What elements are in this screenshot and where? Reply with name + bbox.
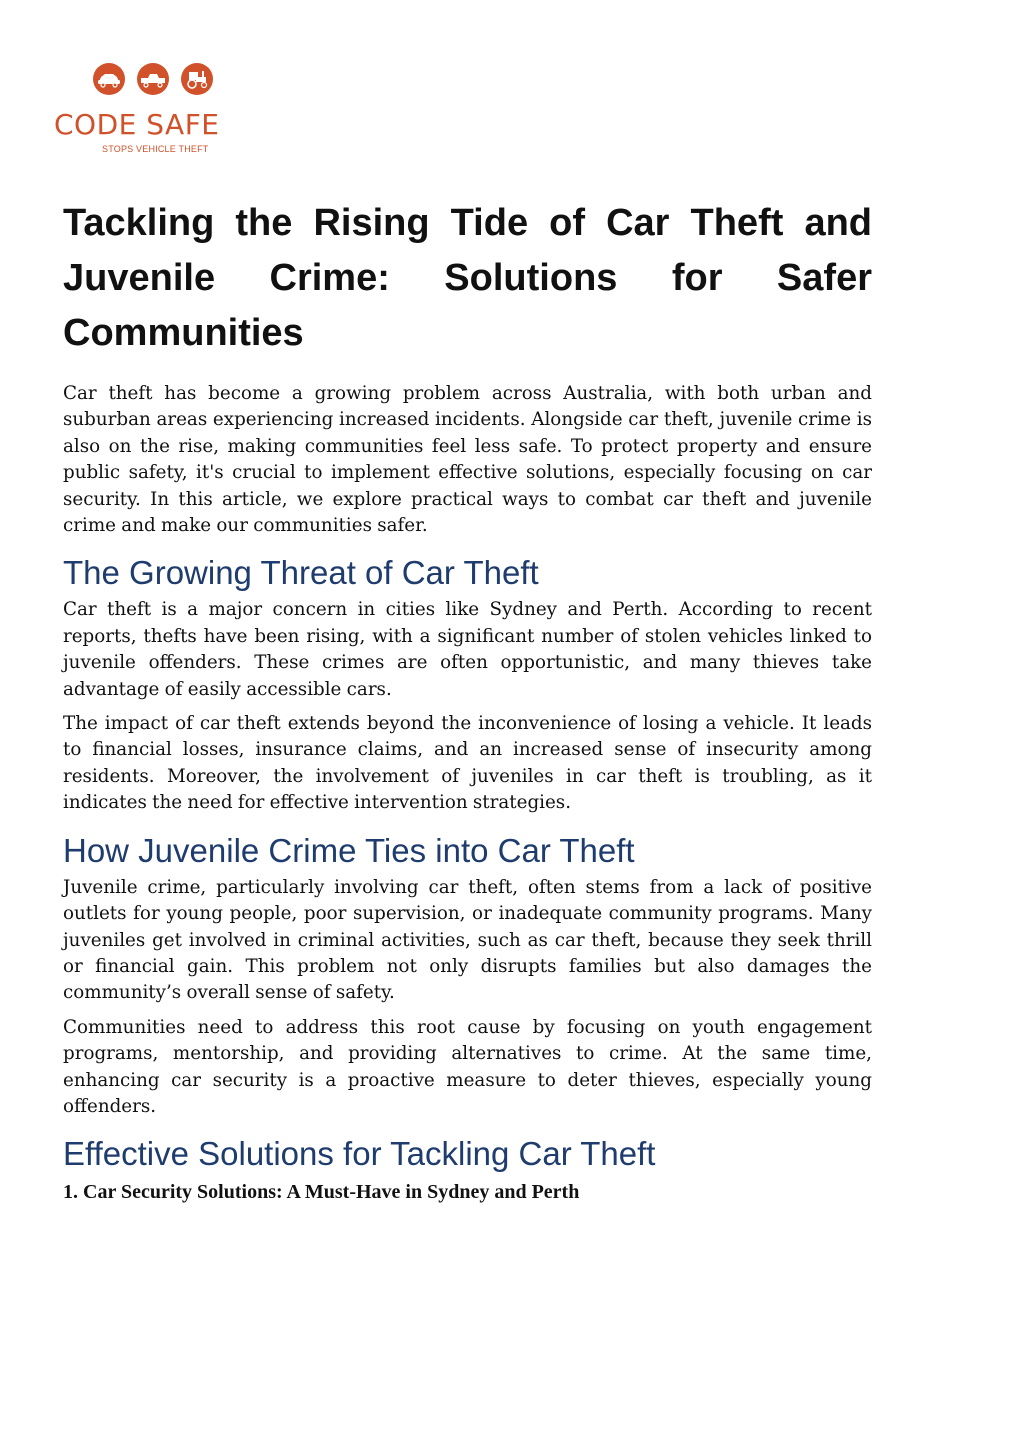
car-icon <box>93 63 125 95</box>
article-title: Tackling the Rising Tide of Car Theft and Juvenile Crime: Solutions for Safer Communities <box>63 202 872 354</box>
logo-vehicle-icons <box>90 60 220 100</box>
tractor-icon <box>181 63 213 95</box>
section-heading-effective-solutions: Effective Solutions for Tackling Car Theft <box>63 1135 656 1173</box>
logo-name: CODE SAFE <box>54 108 220 141</box>
section-paragraph: Communities need to address this root cause by focusing on youth engagement programs, mentorship, and providing alternatives to crime. At the same time, enhancing car security is a proactive measure to deter thieves, especially young offenders. <box>63 1016 872 1117</box>
section-paragraph: Juvenile crime, particularly involving car theft, often stems from a lack of positive outlets for young people, poor supervision, or inadequate community programs. Many juveniles get involved in criminal activities, such as car theft, because they seek thrill or financial gain. This problem not only disrupts families but also damages the community’s overall sense of safety. <box>63 876 872 1004</box>
section-paragraph: The impact of car theft extends beyond the inconvenience of losing a vehicle. It leads to financial losses, insurance claims, and an increased sense of insecurity among residents. Moreover, the involvement of juveniles in car theft is troubling, as it indicates the need for effective intervention strategies. <box>63 713 872 814</box>
section-heading-growing-threat: The Growing Threat of Car Theft <box>63 554 539 592</box>
logo-tagline: STOPS VEHICLE THEFT <box>102 144 209 154</box>
section-paragraph: Car theft is a major concern in cities like Sydney and Perth. According to recent reports, thefts have been rising, with a significant number of stolen vehicles linked to juvenile offenders. These crimes are often opportunistic, and many thieves take advantage of easily accessible cars. <box>63 599 872 700</box>
subheading-car-security-solutions: 1. Car Security Solutions: A Must-Have in Sydney and Perth <box>63 1181 580 1204</box>
ute-icon <box>137 63 169 95</box>
intro-paragraph: Car theft has become a growing problem across Australia, with both urban and suburban areas experiencing increased incidents. Alongside car theft, juvenile crime is also on the rise, making communities feel less safe. To protect property and ensure public safety, it's crucial to implement effective solutions, especially focusing on car security. In this article, we explore practical ways to combat car theft and juvenile crime and make our communities safer. <box>63 383 872 537</box>
code-safe-logo <box>52 58 252 158</box>
section-heading-juvenile-crime: How Juvenile Crime Ties into Car Theft <box>63 831 635 869</box>
article <box>63 196 872 1206</box>
